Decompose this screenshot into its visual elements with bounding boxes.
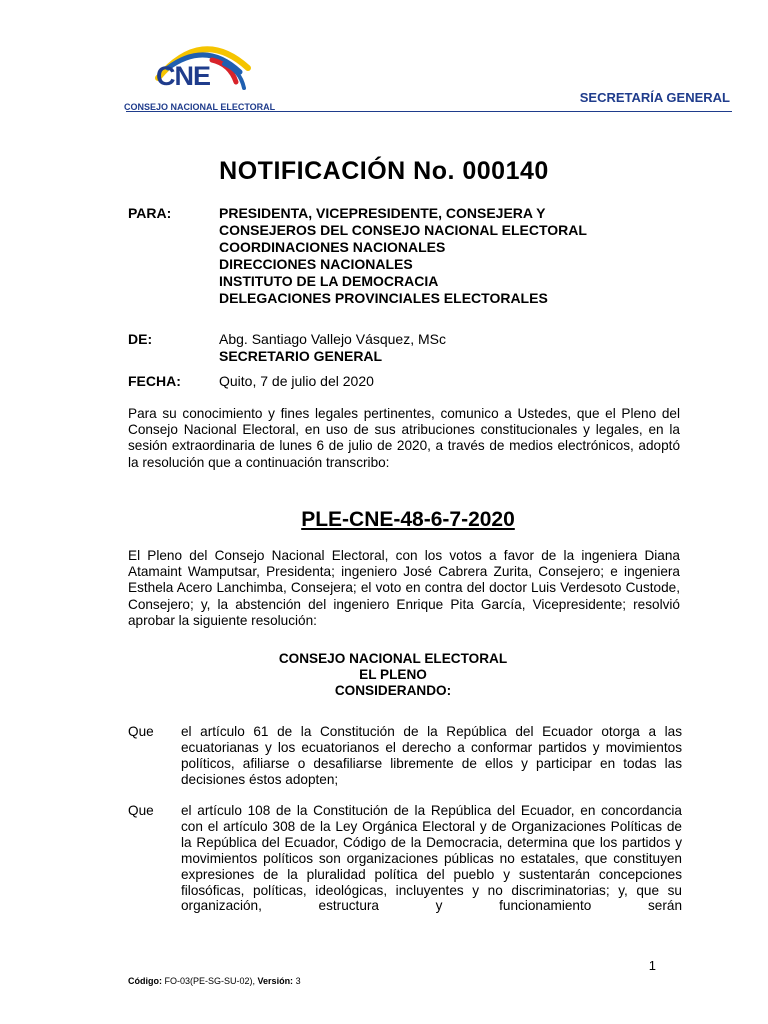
sender-name: Abg. Santiago Vallejo Vásquez, MSc bbox=[219, 331, 446, 347]
footer-code-value: FO-03(PE-SG-SU-02), bbox=[164, 976, 256, 986]
document-footer bbox=[128, 976, 301, 986]
de-label: DE: bbox=[128, 331, 153, 347]
para-line-4: DIRECCIONES NACIONALES bbox=[219, 256, 413, 272]
considerando-1-label: Que bbox=[128, 724, 154, 739]
footer-code-label: Código: bbox=[128, 976, 162, 986]
cne-logo bbox=[122, 38, 282, 114]
considerando-2-label: Que bbox=[128, 803, 154, 818]
department-label: SECRETARÍA GENERAL bbox=[579, 90, 730, 105]
para-line-3: COORDINACIONES NACIONALES bbox=[219, 239, 446, 255]
intro-paragraph: Para su conocimiento y fines legales pertinentes, comunico a Ustedes, que el Pleno del Consejo Nacional Electoral, en uso de sus atribuciones constitucionales y legales, en la sesión extraordinaria de lunes 6 de julio de 2020, a través de medios electrónicos, adoptó la resolución que a continuación transcribo: bbox=[128, 406, 680, 470]
notification-title: NOTIFICACIÓN No. 000140 bbox=[219, 157, 549, 185]
considerando-2-text: el artículo 108 de la Constitución de la República del Ecuador, en concordancia con el artículo 308 de la Ley Orgánica Electoral y de Organizaciones Políticas de la República del Ecuador, Código de la Democracia, determina que los partidos y movimientos políticos son organizaciones públicas no estatales, que constituyen expresiones de la pluralidad política del pueblo y sustentarán concepciones filosóficas, políticas, ideológicas, incluyentes y no discriminatorias; y, que su organización, estructura y funcionamiento serán bbox=[181, 803, 682, 914]
page-number: 1 bbox=[648, 958, 656, 973]
logo-caption: CONSEJO NACIONAL ELECTORAL bbox=[124, 102, 276, 112]
header-divider bbox=[126, 111, 732, 112]
considerando-1-text: el artículo 61 de la Constitución de la República del Ecuador otorga a las ecuatorianas y los ecuatorianos el derecho a conformar partidos y movimientos políticos, afiliarse o desafiliarse libremente de ellos y participar en todas las decisiones éstos adopten; bbox=[181, 724, 682, 787]
fecha-label: FECHA: bbox=[128, 373, 181, 389]
resolution-code bbox=[128, 508, 688, 532]
date-value: Quito, 7 de julio del 2020 bbox=[219, 373, 374, 389]
vote-paragraph: El Pleno del Consejo Nacional Electoral, con los votos a favor de la ingeniera Diana Atamaint Wamputsar, Presidenta; ingeniero José Cabrera Zurita, Consejero; e ingeniera Esthela Acero Lanchimba, Consejera; el voto en contra del doctor Luis Verdesoto Custode, Consejero; y, la abstención del ingeniero Enrique Pita García, Vicepresidente; resolvió aprobar la siguiente resolución: bbox=[128, 548, 680, 628]
heading-pleno: EL PLENO bbox=[359, 667, 427, 682]
heading-council: CONSEJO NACIONAL ELECTORAL bbox=[278, 651, 508, 666]
para-line-1: PRESIDENTA, VICEPRESIDENTE, CONSEJERA Y bbox=[219, 205, 546, 221]
heading-considerando: CONSIDERANDO: bbox=[334, 683, 452, 698]
para-line-6: DELEGACIONES PROVINCIALES ELECTORALES bbox=[219, 290, 548, 306]
footer-version-label: Versión: bbox=[257, 976, 294, 986]
logo-letters: CNE bbox=[156, 61, 211, 91]
footer-version-value: 3 bbox=[295, 976, 301, 986]
resolution-code-text: PLE-CNE-48-6-7-2020 bbox=[301, 508, 515, 531]
sender-role: SECRETARIO GENERAL bbox=[219, 348, 383, 364]
para-label: PARA: bbox=[128, 205, 172, 221]
para-line-2: CONSEJEROS DEL CONSEJO NACIONAL ELECTORAL bbox=[219, 222, 587, 238]
para-line-5: INSTITUTO DE LA DEMOCRACIA bbox=[219, 273, 439, 289]
